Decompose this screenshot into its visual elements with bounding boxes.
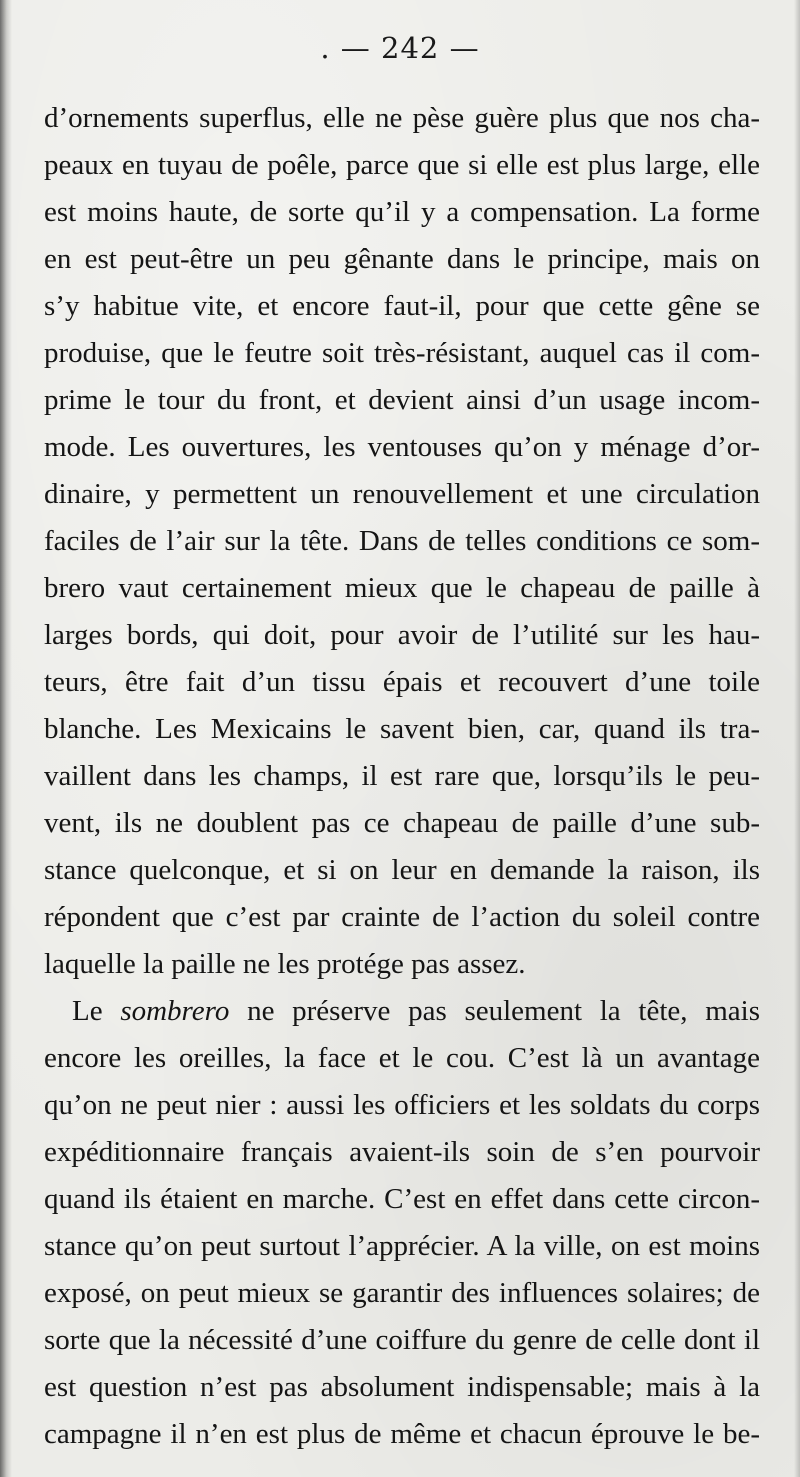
italic-term: sombrero bbox=[120, 995, 230, 1027]
text-line: campagne il n’en est plus de même et chacun éprouve le be- bbox=[44, 1418, 760, 1450]
text-line: vaillent dans les champs, il est rare que, lorsqu’ils le peu- bbox=[44, 760, 760, 792]
text-line: encore les oreilles, la face et le cou. C’est là un avantage bbox=[44, 1042, 760, 1074]
text-line: répondent que c’est par crainte de l’action du soleil contre bbox=[44, 901, 760, 933]
text-line: quand ils étaient en marche. C’est en effet dans cette circon- bbox=[44, 1183, 760, 1215]
text-line: vent, ils ne doublent pas ce chapeau de paille d’une sub- bbox=[44, 807, 760, 839]
text-line: mode. Les ouvertures, les ventouses qu’on y ménage d’or- bbox=[44, 431, 760, 463]
text-line: dinaire, y permettent un renouvellement et une circulation bbox=[44, 478, 760, 510]
text-run: ne préserve pas seulement la tête, mais bbox=[229, 995, 760, 1027]
text-line: sorte que la nécessité d’une coiffure du genre de celle dont il bbox=[44, 1324, 760, 1356]
binding-shadow bbox=[0, 0, 12, 1477]
body-text bbox=[44, 95, 760, 1458]
page-number: . — 242 — bbox=[320, 31, 480, 65]
text-line: exposé, on peut mieux se garantir des influences solaires; de bbox=[44, 1277, 760, 1309]
text-line: laquelle la paille ne les protége pas assez. bbox=[44, 948, 526, 980]
text-line: teurs, être fait d’un tissu épais et recouvert d’une toile bbox=[44, 666, 760, 698]
text-line: faciles de l’air sur la tête. Dans de telles conditions ce som- bbox=[44, 525, 760, 557]
text-line: qu’on ne peut nier : aussi les officiers et les soldats du corps bbox=[44, 1089, 760, 1121]
paragraph-first-line bbox=[44, 988, 760, 1035]
text-line: prime le tour du front, et devient ainsi d’un usage incom- bbox=[44, 384, 760, 416]
text-line: est moins haute, de sorte qu’il y a compensation. La forme bbox=[44, 196, 760, 228]
text-line: expéditionnaire français avaient-ils soin de s’en pourvoir bbox=[44, 1136, 760, 1168]
text-line: en est peut-être un peu gênante dans le principe, mais on bbox=[44, 243, 760, 275]
text-run: Le bbox=[72, 995, 121, 1027]
text-line: blanche. Les Mexicains le savent bien, car, quand ils tra- bbox=[44, 713, 760, 745]
text-line: s’y habitue vite, et encore faut-il, pour que cette gêne se bbox=[44, 290, 760, 322]
text-line: brero vaut certainement mieux que le chapeau de paille à bbox=[44, 572, 760, 604]
text-line: stance qu’on peut surtout l’apprécier. A la ville, on est moins bbox=[44, 1230, 760, 1262]
text-line: stance quelconque, et si on leur en demande la raison, ils bbox=[44, 854, 760, 886]
text-line: larges bords, qui doit, pour avoir de l’utilité sur les hau- bbox=[44, 619, 760, 651]
text-line: peaux en tuyau de poêle, parce que si elle est plus large, elle bbox=[44, 149, 760, 181]
text-line: d’ornements superflus, elle ne pèse guère plus que nos cha- bbox=[44, 102, 760, 134]
text-line: produise, que le feutre soit très-résistant, auquel cas il com- bbox=[44, 337, 760, 369]
text-line: est question n’est pas absolument indispensable; mais à la bbox=[44, 1371, 760, 1403]
page-edge bbox=[794, 0, 800, 1477]
